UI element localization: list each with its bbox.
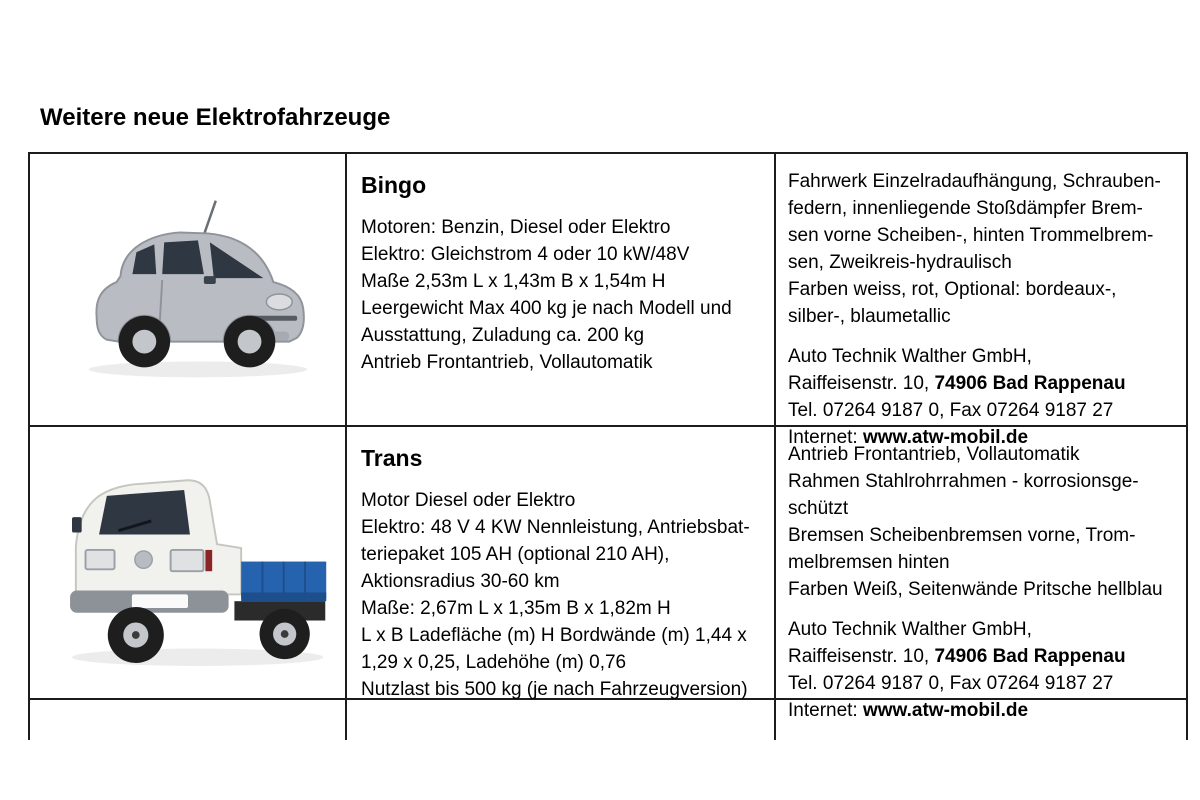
contact-line xyxy=(788,370,1174,397)
detail-line: sen vorne Scheiben-, hinten Trommelbrem- xyxy=(788,225,1154,246)
table-row-bingo xyxy=(30,154,1186,448)
detail-line: melbremsen hinten xyxy=(788,552,950,573)
contact-website: www.atw-mobil.de xyxy=(863,700,1029,721)
contact-line: Auto Technik Walther GmbH, xyxy=(788,346,1032,367)
emblem xyxy=(134,550,151,567)
spec-line: Leergewicht Max 400 kg je nach Modell und xyxy=(361,298,732,319)
detail-line: schützt xyxy=(788,498,849,519)
door-window xyxy=(162,240,204,274)
left-headlight xyxy=(85,549,114,568)
table-row-trans xyxy=(30,427,1186,721)
detail-line: Farben Weiß, Seitenwände Pritsche hellblau xyxy=(788,579,1163,600)
headlight xyxy=(266,293,292,309)
contact-internet-label: Internet: xyxy=(788,700,863,721)
page-title: Weitere neue Elektrofahrzeuge xyxy=(40,104,391,131)
front-hub-center xyxy=(131,631,139,639)
detail-line: Bremsen Scheibenbremsen vorne, Trom- xyxy=(788,525,1136,546)
contact-line: Auto Technik Walther GmbH, xyxy=(788,619,1032,640)
bingo-specs-cell xyxy=(347,154,776,425)
contact-line xyxy=(788,643,1174,670)
detail-line: Antrieb Frontantrieb, Vollautomatik xyxy=(788,444,1080,465)
detail-line: silber-, blaumetallic xyxy=(788,306,951,327)
white-flatbed-truck-photo xyxy=(43,448,333,678)
contact-line: Tel. 07264 9187 0, Fax 07264 9187 27 xyxy=(788,673,1114,694)
spec-line: Ausstattung, Zuladung ca. 200 kg xyxy=(361,325,645,346)
ground-shadow xyxy=(88,361,306,377)
table-row-partial xyxy=(30,700,1186,740)
trans-photo-cell xyxy=(30,427,347,698)
bingo-photo-cell xyxy=(30,154,347,425)
side-mirror xyxy=(203,276,215,284)
partial-cell xyxy=(776,700,1186,740)
partial-cell xyxy=(30,700,347,740)
vehicle-table-clip xyxy=(28,152,1188,721)
contact-address: Raiffeisenstr. 10, xyxy=(788,373,935,394)
spec-line: Antrieb Frontantrieb, Vollautomatik xyxy=(361,352,653,373)
spec-line: Motoren: Benzin, Diesel oder Elektro xyxy=(361,217,671,238)
trans-specs-cell xyxy=(347,427,776,698)
contact-internet-label: Internet: xyxy=(788,427,863,448)
trans-details-cell xyxy=(776,427,1186,721)
contact-city: 74906 Bad Rappenau xyxy=(934,646,1126,667)
spec-line: Elektro: 48 V 4 KW Nennleistung, Antriebsbat- xyxy=(361,517,750,538)
spec-line: L x B Ladefläche (m) H Bordwände (m) 1,44 x xyxy=(361,625,747,646)
right-headlight xyxy=(170,549,203,570)
detail-line: sen, Zweikreis-hydraulisch xyxy=(788,252,1012,273)
license-plate xyxy=(131,594,187,608)
contact-website: www.atw-mobil.de xyxy=(863,427,1029,448)
partial-cell xyxy=(347,700,776,740)
spec-line: Motor Diesel oder Elektro xyxy=(361,490,576,511)
spec-line: Elektro: Gleichstrom 4 oder 10 kW/48V xyxy=(361,244,690,265)
spec-line: teriepaket 105 AH (optional 210 AH), xyxy=(361,544,670,565)
side-mirror xyxy=(72,517,82,532)
windshield xyxy=(99,490,190,534)
rear-hub-center xyxy=(280,630,288,638)
detail-line: Farben weiss, rot, Optional: bordeaux-, xyxy=(788,279,1117,300)
spec-line: Maße: 2,67m L x 1,35m B x 1,82m H xyxy=(361,598,671,619)
turn-signal xyxy=(205,549,212,570)
spec-line: Aktionsradius 30-60 km xyxy=(361,571,560,592)
contact-line: Tel. 07264 9187 0, Fax 07264 9187 27 xyxy=(788,400,1114,421)
contact-city: 74906 Bad Rappenau xyxy=(934,373,1126,394)
front-wheel-hub xyxy=(237,329,261,353)
detail-line: Fahrwerk Einzelradaufhängung, Schrauben- xyxy=(788,171,1161,192)
silver-microcar-photo xyxy=(59,190,317,390)
spec-line: Maße 2,53m L x 1,43m B x 1,54m H xyxy=(361,271,666,292)
contact-address: Raiffeisenstr. 10, xyxy=(788,646,935,667)
spec-line: Nutzlast bis 500 kg (je nach Fahrzeugversion) xyxy=(361,679,748,700)
spec-line: 1,29 x 0,25, Ladehöhe (m) 0,76 xyxy=(361,652,627,673)
vehicle-name: Trans xyxy=(361,445,423,471)
detail-line: Rahmen Stahlrohrrahmen - korrosionsge- xyxy=(788,471,1139,492)
vehicle-name: Bingo xyxy=(361,172,427,198)
detail-line: federn, innenliegende Stoßdämpfer Brem- xyxy=(788,198,1143,219)
rear-wheel-hub xyxy=(132,329,156,353)
bingo-details-cell xyxy=(776,154,1186,448)
vehicle-table xyxy=(28,152,1188,740)
